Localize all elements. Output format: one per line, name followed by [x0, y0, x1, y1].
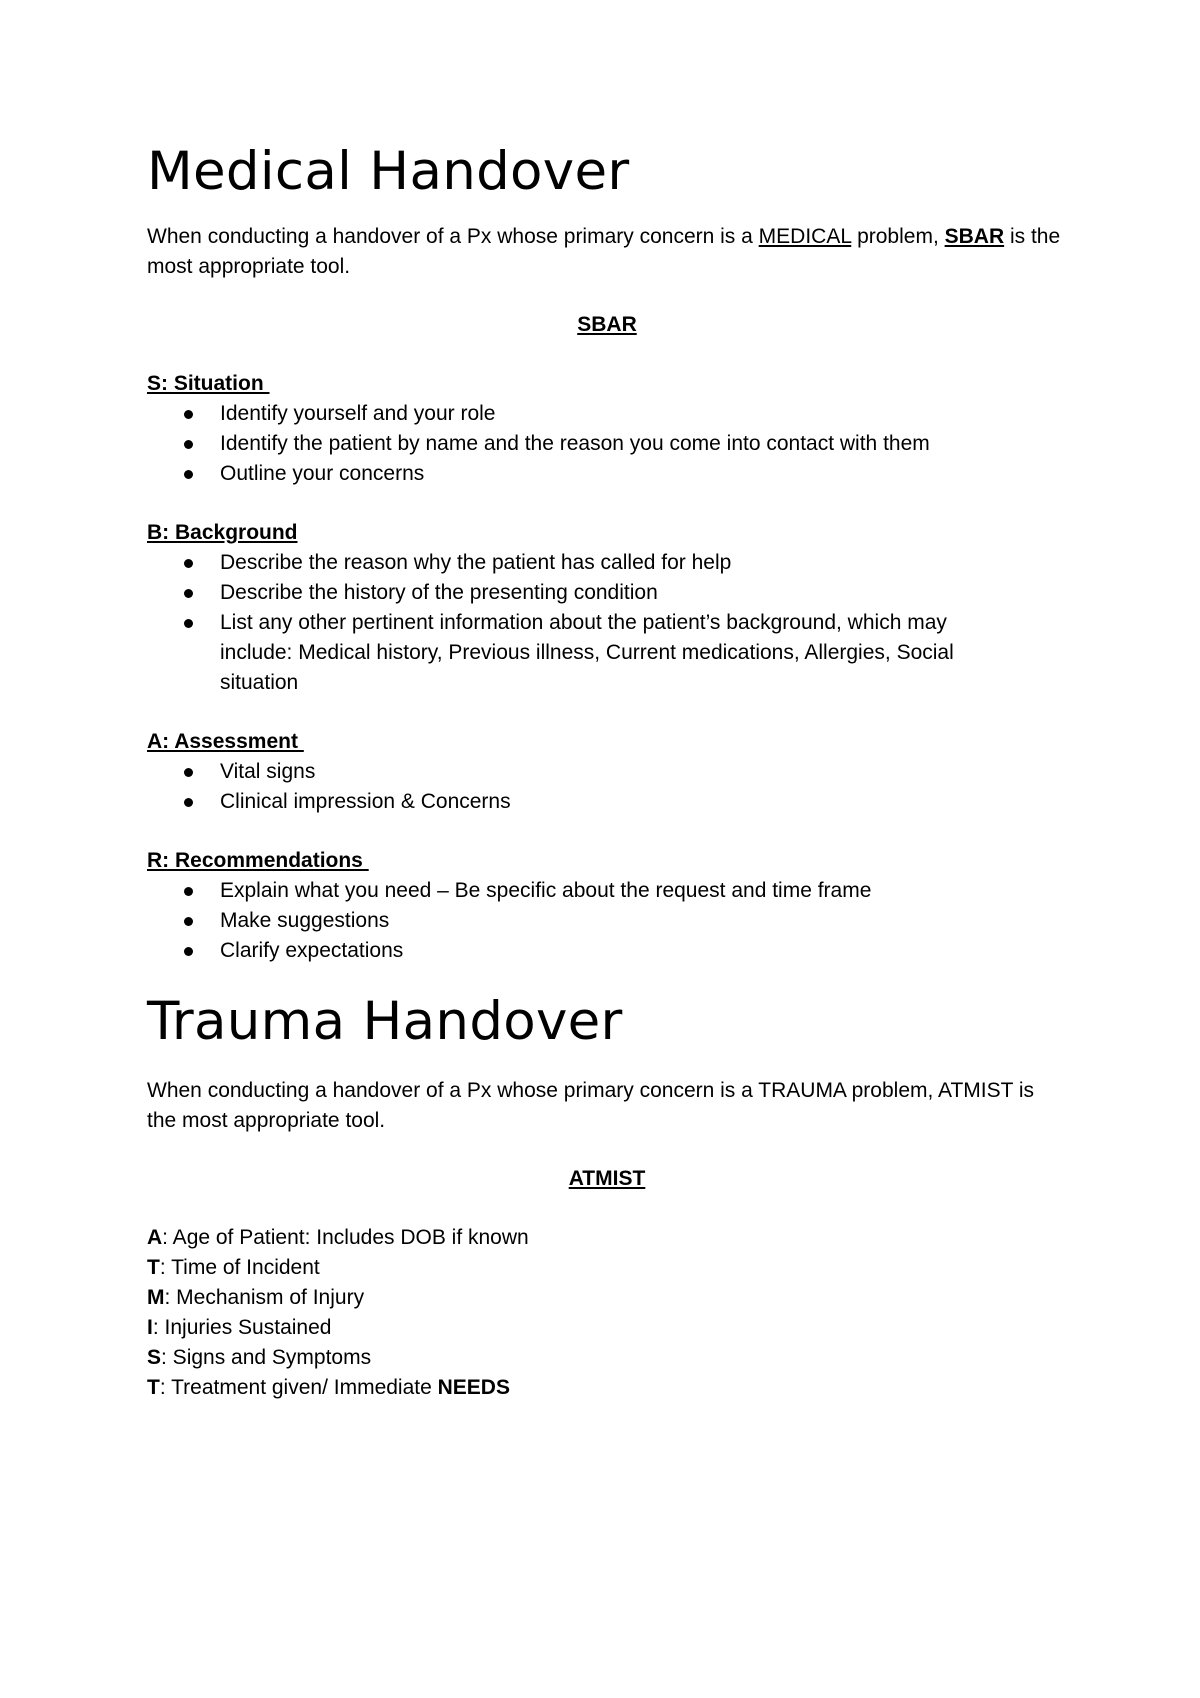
- situation-list: [147, 399, 1067, 489]
- trauma-handover-title: Trauma Handover: [147, 991, 623, 1052]
- list-item: Describe the history of the presenting condition: [147, 578, 1067, 608]
- atmist-text: : Injuries Sustained: [152, 1316, 332, 1339]
- atmist-line-injuries: [147, 1313, 1067, 1343]
- atmist-text: : Signs and Symptoms: [161, 1346, 372, 1369]
- document-content: [147, 140, 1067, 1403]
- list-item: Describe the reason why the patient has called for help: [147, 548, 1067, 578]
- atmist-letter: M: [147, 1286, 165, 1309]
- section-heading-recommendations: R: Recommendations: [147, 849, 369, 872]
- atmist-text: : Mechanism of Injury: [164, 1286, 365, 1309]
- medical-intro-part1: When conducting a handover of a Px whose primary concern is a: [147, 225, 759, 248]
- assessment-list: [147, 757, 1067, 817]
- list-item: List any other pertinent information about the patient’s background, which may include: Medical history, Previous illness, Current medications, Allergies, Social situation: [147, 608, 1067, 698]
- atmist-letter: T: [147, 1376, 160, 1399]
- medical-intro-emph-sbar: SBAR: [944, 225, 1005, 248]
- list-item: Explain what you need – Be specific about the request and time frame: [147, 876, 1067, 906]
- atmist-letter: S: [147, 1346, 162, 1369]
- atmist-line-age: [147, 1223, 1067, 1253]
- atmist-line-time: [147, 1253, 1067, 1283]
- medical-intro-emph-medical: MEDICAL: [758, 225, 852, 248]
- trauma-intro: When conducting a handover of a Px whose primary concern is a TRAUMA problem, ATMIST is the most appropriate tool.: [147, 1079, 1035, 1132]
- recommendations-list: [147, 876, 1067, 966]
- list-item: Outline your concerns: [147, 459, 1067, 489]
- atmist-line-mechanism: [147, 1283, 1067, 1313]
- atmist-text: : Treatment given/ Immediate: [159, 1376, 438, 1399]
- list-item: Vital signs: [147, 757, 1067, 787]
- list-item: Identify yourself and your role: [147, 399, 1067, 429]
- atmist-line-signs: [147, 1343, 1067, 1373]
- medical-intro-part3: is the most appropriate tool.: [147, 225, 1061, 278]
- atmist-letter: I: [147, 1316, 153, 1339]
- section-heading-background: B: Background: [147, 521, 298, 544]
- medical-handover-title: Medical Handover: [147, 141, 630, 202]
- atmist-line-treatment: [147, 1373, 1067, 1403]
- atmist-heading: ATMIST: [568, 1167, 646, 1190]
- atmist-text: : Time of Incident: [159, 1256, 320, 1279]
- atmist-letter: T: [147, 1256, 160, 1279]
- list-item: Make suggestions: [147, 906, 1067, 936]
- atmist-text: : Age of Patient: Includes DOB if known: [162, 1226, 529, 1249]
- atmist-list: [147, 1223, 1067, 1403]
- atmist-letter: A: [147, 1226, 163, 1249]
- list-item: Clarify expectations: [147, 936, 1067, 966]
- list-item: Identify the patient by name and the reason you come into contact with them: [147, 429, 1067, 459]
- section-heading-situation: S: Situation: [147, 372, 270, 395]
- medical-intro: [147, 222, 1067, 282]
- section-heading-assessment: A: Assessment: [147, 730, 304, 753]
- atmist-needs-emphasis: NEEDS: [437, 1376, 510, 1399]
- background-list: [147, 548, 1067, 698]
- sbar-heading: SBAR: [577, 313, 637, 336]
- medical-intro-part2: problem,: [851, 225, 945, 248]
- list-item: Clinical impression & Concerns: [147, 787, 1067, 817]
